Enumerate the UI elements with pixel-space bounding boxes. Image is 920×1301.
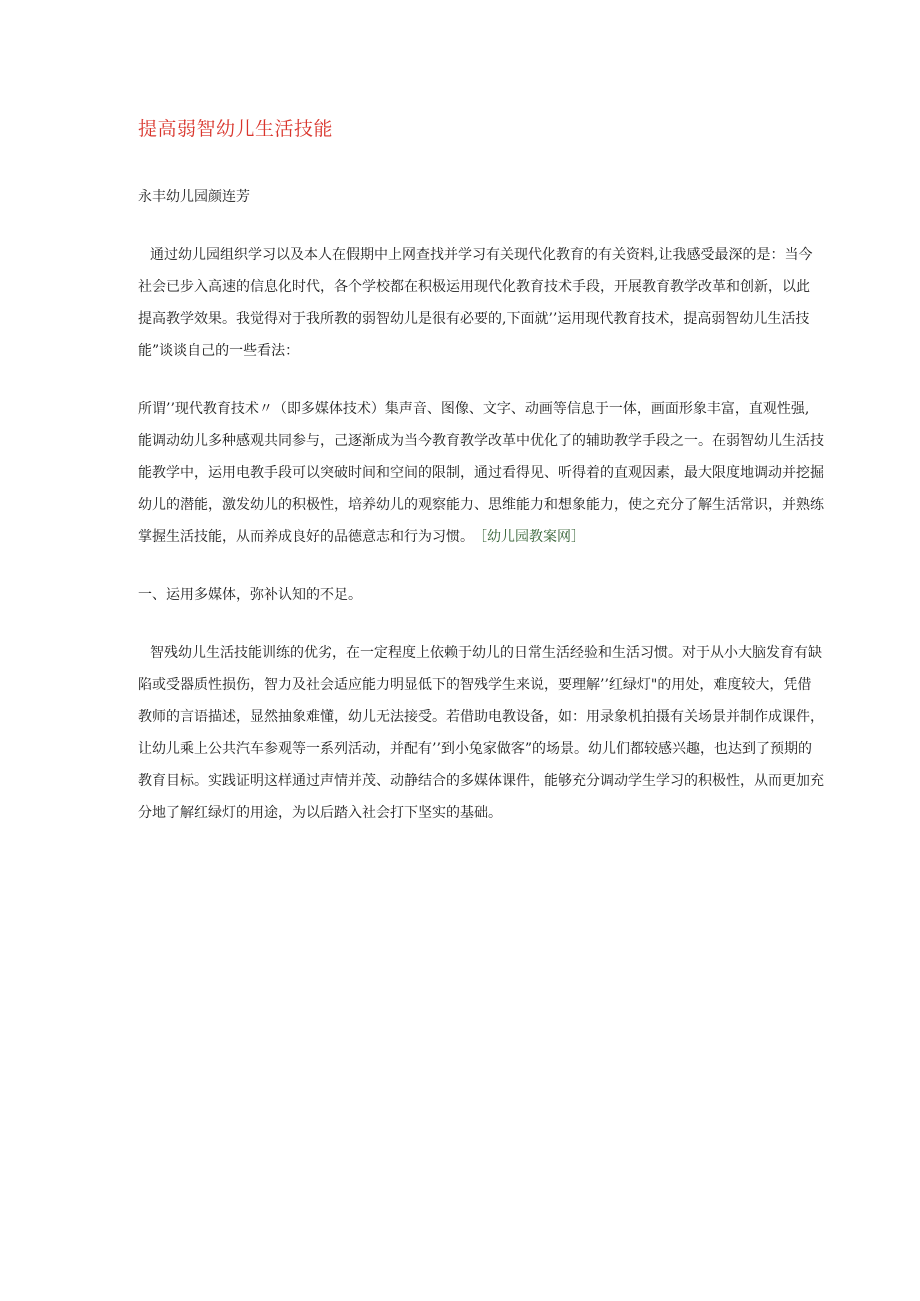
paragraph-line: 分地了解红绿灯的用途，为以后踏入社会打下坚实的基础。 bbox=[138, 805, 502, 821]
paragraph-line: 所谓’’现代教育技术〃（即多媒体技术）集声音、图像、文字、动画等信息于一体，画面形象丰富，直观性强, bbox=[138, 401, 810, 417]
kindergarten-lesson-link[interactable]: ［幼儿园教案网］ bbox=[480, 529, 585, 545]
paragraph-line: 教师的言语描述，显然抽象难懂，幼儿无法接受。若借助电教设备，如：用录象机拍摄有关场景并制作成课件， bbox=[138, 709, 824, 725]
paragraph-line-text: 掌握生活技能，从而养成良好的品德意志和行为习惯。 bbox=[138, 529, 474, 545]
author-line: 永丰幼儿园颜连芳 bbox=[138, 189, 250, 205]
paragraph-line: 提高教学效果。我觉得对于我所教的弱智幼儿是很有必要的,下面就’’运用现代教育技术，提高弱智幼儿生活技 bbox=[138, 311, 810, 327]
document-title: 提高弱智幼儿生活技能 bbox=[138, 118, 334, 140]
paragraph-line: 社会已步入高速的信息化时代，各个学校都在积极运用现代化教育技术手段，开展教育教学改革和创新，以此 bbox=[138, 279, 810, 295]
paragraph-line: 陷或受器质性损伤，智力及社会适应能力明显低下的智残学生来说，要理解’’红绿灯"的用处，难度较大，凭借 bbox=[138, 677, 812, 693]
paragraph-line: 能”谈谈自己的一些看法： bbox=[138, 343, 300, 359]
paragraph-line: 通过幼儿园组织学习以及本人在假期中上网查找并学习有关现代化教育的有关资料,让我感受最深的是：当今 bbox=[150, 247, 813, 263]
paragraph-line: 教育目标。实践证明这样通过声情并茂、动静结合的多媒体课件，能够充分调动学生学习的积极性，从而更加充 bbox=[138, 773, 824, 789]
paragraph-line: 能调动幼儿多种感观共同参与，己逐渐成为当今教育教学改革中优化了的辅助教学手段之一。在弱智幼儿生活技 bbox=[138, 433, 824, 449]
paragraph-line: 智残幼儿生活技能训练的优劣，在一定程度上依赖于幼儿的日常生活经验和生活习惯。对于从小大脑发育有缺 bbox=[150, 645, 822, 661]
paragraph-line: 让幼儿乘上公共汽车参观等一系列活动，并配有’’到小兔家做客”的场景。幼儿们都较感兴趣，也达到了预期的 bbox=[138, 741, 813, 757]
paragraph-line bbox=[138, 526, 585, 546]
section-heading: 一、运用多媒体，弥补认知的不足。 bbox=[138, 587, 362, 603]
paragraph-line: 能教学中，运用电教手段可以突破时间和空间的限制，通过看得见、听得着的直观因素，最大限度地调动并挖掘 bbox=[138, 465, 824, 481]
paragraph-line: 幼儿的潜能，激发幼儿的积极性，培养幼儿的观察能力、思维能力和想象能力，使之充分了解生活常识，并熟练 bbox=[138, 497, 824, 513]
